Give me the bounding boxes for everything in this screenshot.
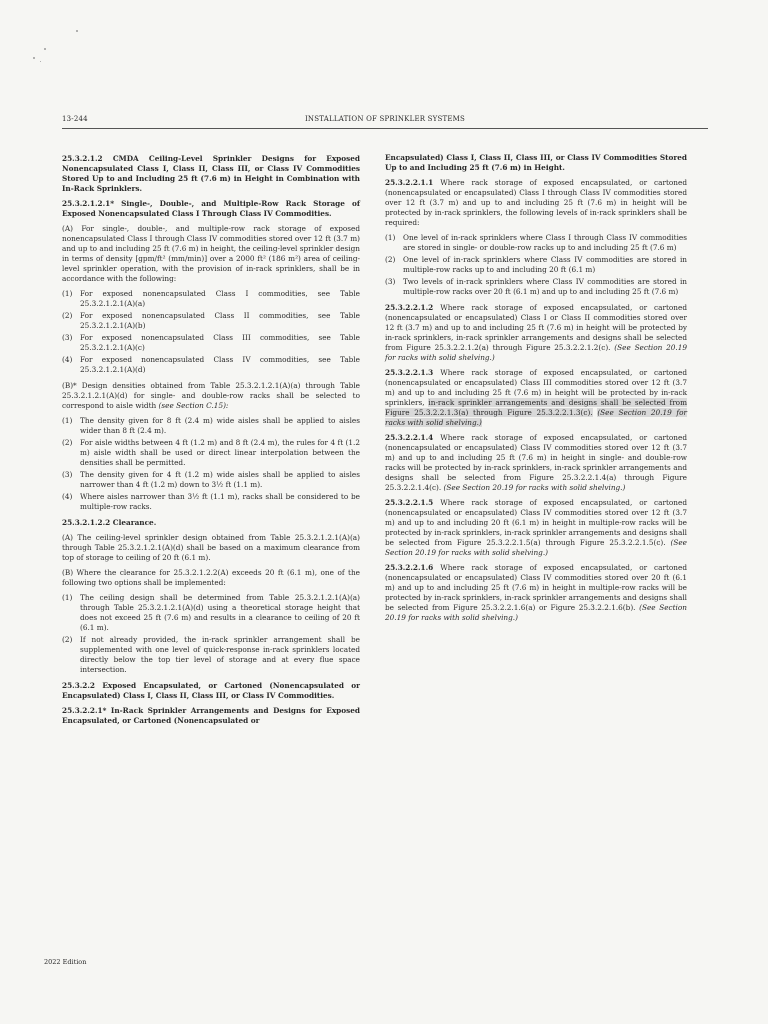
paragraph: 25.3.2.2.1.5 Where rack storage of exposed encapsulated, or cartoned (nonencapsulated or encapsulated) Class IV commodities stored over 12 ft (3.7 m) and up to and including 20 ft (6.1 m) in height in multiple-row racks will be protected by in-rack sprinklers, in-rack sprinkler arrangements and designs shall be selected from Figure 25.3.2.2.1.5(a) through Figure 25.3.2.2.1.5(c). (See Section 20.19 for racks with solid shelving.) [385,498,687,557]
paragraph: 25.3.2.2.1.1 Where rack storage of exposed encapsulated, or cartoned (nonencapsulated or encapsulated) Class I through Class IV commodities stored over 12 ft (3.7 m) and up to and including 25 ft (7.6 m) in height will be protected by in-rack sprinklers, the following levels of in-rack sprinklers shall be required: [385,178,687,227]
list-item: (2) For exposed nonencapsulated Class II commodities, see Table 25.3.2.1.2.1(A)(b) [62,311,360,330]
numbered-list [385,233,687,297]
paragraph: (B)* Design densities obtained from Table 25.3.2.1.2.1(A)(a) through Table 25.3.2.1.2.1(A)(d) for single- and double-row racks shall be selected to correspond to aisle width (see Section C.15): [62,381,360,410]
numbered-list [62,289,360,375]
list-item: (2) One level of in-rack sprinklers where Class IV commodities are stored in multiple-row racks up to and including 20 ft (6.1 m) [385,255,687,274]
section-heading: 25.3.2.2.1* In-Rack Sprinkler Arrangements and Designs for Exposed Encapsulated, or Cartoned (Nonencapsulated or [62,706,360,725]
edition-footer: 2022 Edition [44,958,87,966]
list-item: (3) For exposed nonencapsulated Class III commodities, see Table 25.3.2.1.2.1(A)(c) [62,333,360,352]
section-heading: Encapsulated) Class I, Class II, Class III, or Class IV Commodities Stored Up to and Including 25 ft (7.6 m) in Height. [385,153,687,172]
highlighted-text: in-rack sprinkler arrangements and designs shall be selected from Figure 25.3.2.2.1.3(a) through Figure 25.3.2.2.1.3(c). [385,398,687,417]
paragraph: 25.3.2.2.1.2 Where rack storage of exposed encapsulated, or cartoned (nonencapsulated or encapsulated) Class I or Class II commodities stored over 12 ft (3.7 m) and up to and including 25 ft (7.6 m) in height will be protected by in-rack sprinklers, in-rack sprinkler arrangements and designs shall be selected from Figure 25.3.2.2.1.2(a) through Figure 25.3.2.2.1.2(c). (See Section 20.19 for racks with solid shelving.) [385,303,687,362]
list-item: (3) The density given for 4 ft (1.2 m) wide aisles shall be applied to aisles narrower than 4 ft (1.2 m) down to 3½ ft (1.1 m). [62,470,360,489]
list-item: (4) For exposed nonencapsulated Class IV commodities, see Table 25.3.2.1.2.1(A)(d) [62,355,360,374]
running-title: INSTALLATION OF SPRINKLER SYSTEMS [304,115,466,123]
paragraph: (A) The ceiling-level sprinkler design obtained from Table 25.3.2.1.2.1(A)(a) through Table 25.3.2.1.2.1(A)(d) shall be based on a maximum clearance from top of storage to ceiling of 20 ft (6.1 m). [62,533,360,562]
list-item: (2) If not already provided, the in-rack sprinkler arrangement shall be supplemented with one level of quick-response in-rack sprinklers located directly below the top tier level of storage and at every flue space intersection. [62,635,360,674]
numbered-list [62,416,360,512]
paragraph: (A) For single-, double-, and multiple-row rack storage of exposed nonencapsulated Class I through Class IV commodities stored over 12 ft (3.7 m) and up to and including 25 ft (7.6 m) in height, the ceiling-level sprinkler design in terms of density [gpm/ft² (mm/min)] over a 2000 ft² (186 m²) area of ceiling-level sprinkler operation, with the provision of in-rack sprinklers, shall be in accordance with the following: [62,224,360,283]
section-heading: 25.3.2.2 Exposed Encapsulated, or Cartoned (Nonencapsulated or Encapsulated) Class I, Class II, Class III, or Class IV Commodities. [62,681,360,700]
paragraph: 25.3.2.2.1.3 Where rack storage of exposed encapsulated, or cartoned (nonencapsulated or encapsulated) Class III commodities stored over 12 ft (3.7 m) and up to and including 25 ft (7.6 m) in height will be protected by in-rack sprinklers, in-rack sprinkler arrangements and designs shall be selected from Figure 25.3.2.2.1.3(a) through Figure 25.3.2.2.1.3(c). (See Section 20.19 for racks with solid shelving.) [385,368,687,427]
list-item: (1) One level of in-rack sprinklers where Class I through Class IV commodities are stored in single- or double-row racks up to and including 25 ft (7.6 m) [385,233,687,252]
list-item: (3) Two levels of in-rack sprinklers where Class IV commodities are stored in multiple-row racks over 20 ft (6.1 m) and up to and including 25 ft (7.6 m) [385,277,687,296]
right-column [385,153,687,628]
scan-speck [76,30,78,32]
list-item: (1) The density given for 8 ft (2.4 m) wide aisles shall be applied to aisles wider than 8 ft (2.4 m). [62,416,360,435]
list-item: (2) For aisle widths between 4 ft (1.2 m) and 8 ft (2.4 m), the rules for 4 ft (1.2 m) aisle width shall be used or direct linear interpolation between the densities shall be permitted. [62,438,360,467]
list-item: (4) Where aisles narrower than 3½ ft (1.1 m), racks shall be considered to be multiple-row racks. [62,492,360,511]
page-header [62,114,708,129]
section-heading: 25.3.2.1.2.2 Clearance. [62,518,157,527]
list-item: (1) The ceiling design shall be determined from Table 25.3.2.1.2.1(A)(a) through Table 25.3.2.1.2.1(A)(d) using a theoretical storage height that does not exceed 25 ft (7.6 m) and results in a clearance to ceiling of 20 ft (6.1 m). [62,593,360,632]
list-item: (1) For exposed nonencapsulated Class I commodities, see Table 25.3.2.1.2.1(A)(a) [62,289,360,308]
paragraph: 25.3.2.2.1.6 Where rack storage of exposed encapsulated, or cartoned (nonencapsulated or encapsulated) Class IV commodities stored over 20 ft (6.1 m) and up to and including 25 ft (7.6 m) in height in multiple-row racks will be protected by in-rack sprinklers, in-rack sprinkler arrangements and designs shall be selected from Figure 25.3.2.2.1.6(a) or Figure 25.3.2.2.1.6(b). (See Section 20.19 for racks with solid shelving.) [385,563,687,622]
numbered-list [62,593,360,675]
section-heading: 25.3.2.1.2 CMDA Ceiling-Level Sprinkler Designs for Exposed Nonencapsulated Class I, Class II, Class III, or Class IV Commodities Stored Up to and Including 25 ft (7.6 m) in Height in Combination with In-Rack Sprinklers. [62,154,360,193]
page-number: 13-244 [62,115,88,123]
paragraph: (B) Where the clearance for 25.3.2.1.2.2(A) exceeds 20 ft (6.1 m), one of the following two options shall be implemented: [62,568,360,587]
scan-speck [33,57,35,59]
section-heading: 25.3.2.1.2.1* Single-, Double-, and Multiple-Row Rack Storage of Exposed Nonencapsulated Class I Through Class IV Commodities. [62,199,360,218]
paragraph: 25.3.2.2.1.4 Where rack storage of exposed encapsulated, or cartoned (nonencapsulated or encapsulated) Class IV commodities stored over 12 ft (3.7 m) and up to and including 25 ft (7.6 m) in height in single- and double-row racks will be protected by in-rack sprinklers, in-rack sprinkler arrangements and designs shall be selected from Figure 25.3.2.2.1.4(a) through Figure 25.3.2.2.1.4(c). (See Section 20.19 for racks with solid shelving.) [385,433,687,492]
scan-speck [44,48,46,50]
left-column [62,154,360,731]
scan-speck [40,61,41,62]
